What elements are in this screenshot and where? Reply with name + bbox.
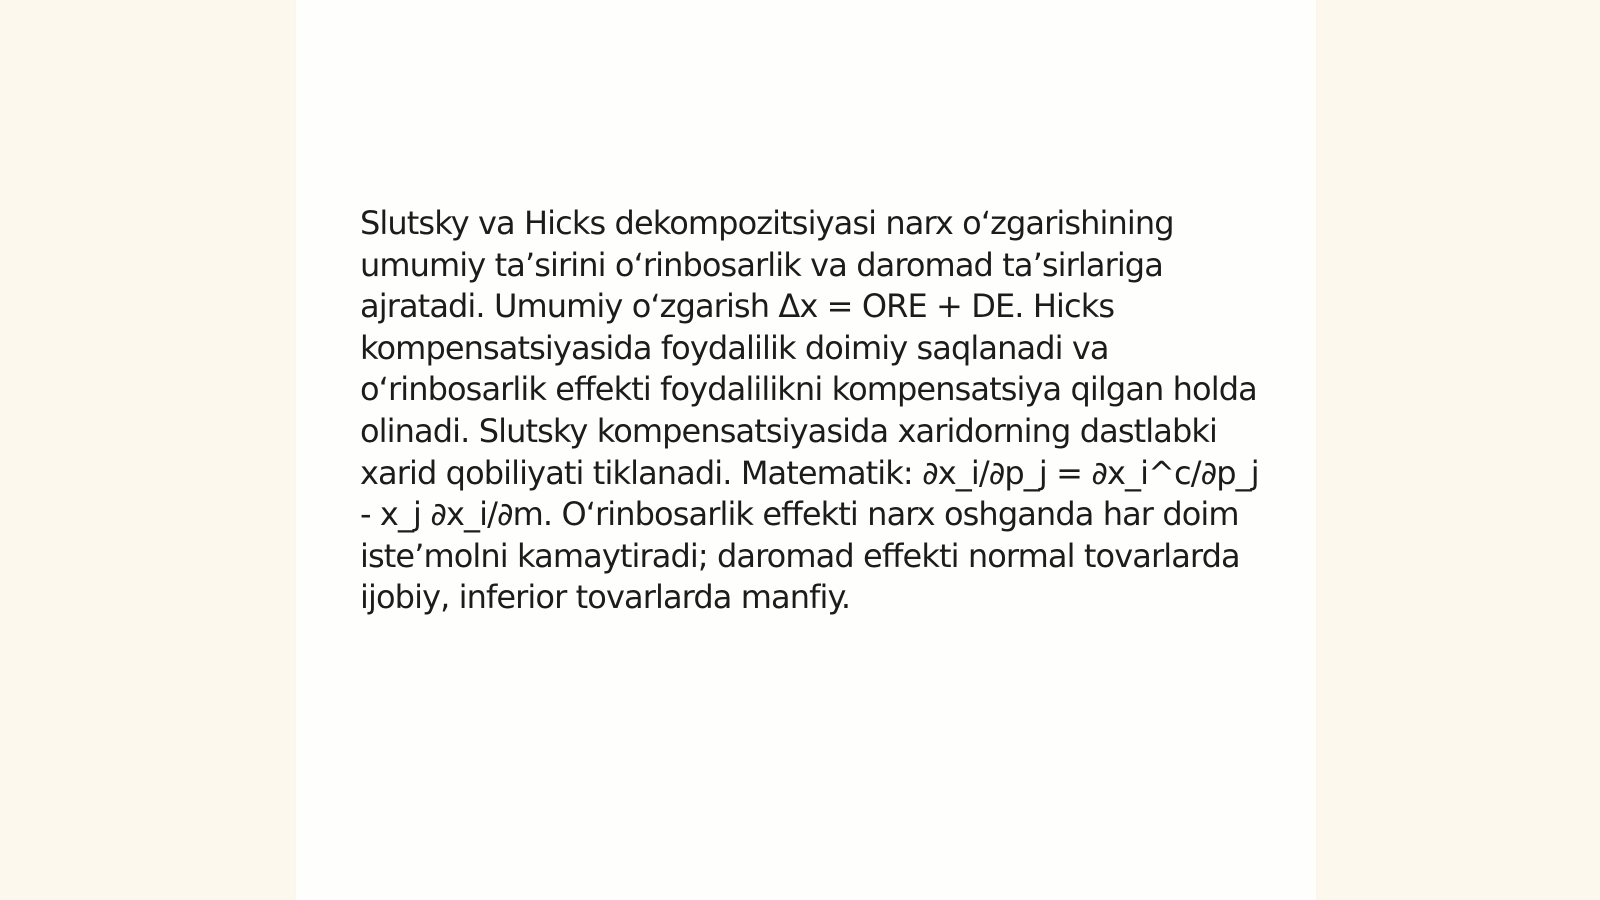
- document-page: [296, 0, 1316, 900]
- body-paragraph: Slutsky va Hicks dekompozitsiyasi narx o‘zgarishining umumiy ta’sirini o‘rinbosarlik va daromad ta’sirlariga ajratadi. Umumiy o‘zgarish Δx = ORE + DE. Hicks kompensatsiyasida foydalilik doimiy saqlanadi va o‘rinbosarlik effekti foydalilikni kompensatsiya qilgan holda olinadi. Slutsky kompensatsiyasida xaridorning dastlabki xarid qobiliyati tiklanadi. Matematik: ∂x_i/∂p_j = ∂x_i^c/∂p_j - x_j ∂x_i/∂m. O‘rinbosarlik effekti narx oshganda har doim iste’molni kamaytiradi; daromad effekti normal tovarlarda ijobiy, inferior tovarlarda manfiy.: [360, 204, 1259, 617]
